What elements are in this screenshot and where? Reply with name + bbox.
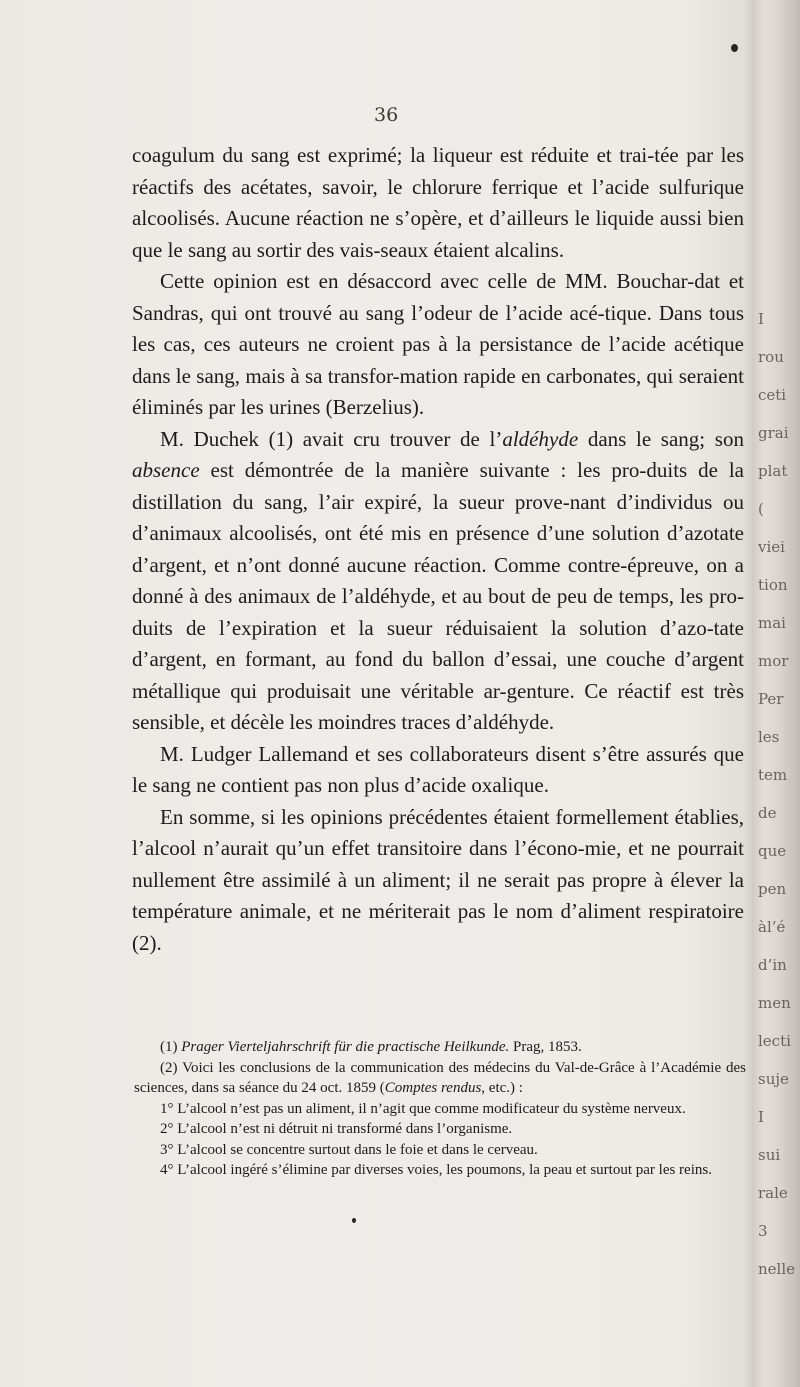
italic-text: Comptes rendus bbox=[384, 1080, 482, 1096]
text-run: dans le sang; son bbox=[578, 426, 744, 451]
footnote bbox=[134, 1140, 746, 1161]
text-run: Prag, 1853. bbox=[509, 1039, 582, 1055]
paragraph: En somme, si les opinions précédentes étaient formellement établies, l’alcool n’aurait qu’un effet transitoire dans l’écono-mie, et ne pourrait nullement être assimilé à un aliment; il ne serait pas propre à élever la température animale, et ne mériterait pas le nom d’aliment respiratoire (2). bbox=[132, 804, 744, 955]
paragraph: Cette opinion est en désaccord avec celle de MM. Bouchar-dat et Sandras, qui ont trouvé au sang l’odeur de l’acide acé-tique. Dans tous les cas, ces auteurs ne croient pas à la persistance de l’acide acétique dans le sang, mais à sa transfor-mation rapide en carbonates, qui seraient éliminés par les urines (Berzelius). bbox=[132, 269, 744, 419]
text-run: est démontrée de la manière suivante : les pro-duits de la distillation du sang, l’air expiré, la sueur prove-nant d’individus ou d’animaux alcoolisés, ont été mis en présence d’une solution d’azotate d’argent, et n’ont donné aucune réaction. Comme contre-épreuve, on a donné à des animaux de l’aldéhyde, et au bout de peu de temps, les pro-duits de l’expiration et la sueur réduisaient la solution d’azo-tate d’argent, en formant, au fond du ballon d’essai, une couche d’argent métallique qui produisait une véritable ar-genture. Ce réactif est très sensible, et décèle les moindres traces d’aldéhyde. bbox=[132, 458, 744, 734]
ink-spot bbox=[352, 1218, 356, 1223]
ink-spot bbox=[731, 44, 738, 52]
text-run: (2) Voici les conclusions de la communication des médecins du Val-de-Grâce à l’Académie des sciences, dans sa séance du 24 oct. 1859 ( bbox=[134, 1059, 746, 1096]
footnote bbox=[134, 1160, 746, 1181]
text-run: 1° L’alcool n’est pas un aliment, il n’agit que comme modificateur du système nerveux. bbox=[160, 1100, 686, 1117]
text-run: 3° L’alcool se concentre surtout dans le foie et dans le cerveau. bbox=[160, 1141, 538, 1158]
footnote bbox=[134, 1058, 746, 1099]
main-text bbox=[132, 140, 744, 959]
footnote bbox=[134, 1119, 746, 1140]
text-run: M. Duchek (1) avait cru trouver de l’ bbox=[160, 426, 503, 451]
page-number: 36 bbox=[374, 104, 399, 126]
italic-text: absence bbox=[132, 458, 200, 482]
italic-text: Prager Vierteljahrschrift für die practische Heilkunde. bbox=[181, 1039, 510, 1055]
footnote bbox=[134, 1037, 746, 1058]
paragraph: M. Ludger Lallemand et ses collaborateurs disent s’être assurés que le sang ne contient pas non plus d’acide oxalique. bbox=[132, 741, 744, 797]
text-run: 4° L’alcool ingéré s’élimine par diverses voies, les poumons, la peau et surtout par les reins. bbox=[160, 1162, 712, 1178]
paragraph bbox=[132, 424, 744, 739]
italic-text: aldéhyde bbox=[502, 426, 579, 451]
footnotes bbox=[134, 1037, 746, 1181]
paragraph: coagulum du sang est exprimé; la liqueur est réduite et trai-tée par les réactifs des acétates, savoir, le chlorure ferrique et l’acide sulfurique alcoolisés. Aucune réaction ne s’opère, et d’ailleurs le liquide aussi bien que le sang au sortir des vais-seaux étaient alcalins. bbox=[132, 143, 744, 262]
footnote bbox=[134, 1099, 746, 1120]
text-run: (1) bbox=[160, 1039, 182, 1055]
facing-page-bleed-text: I rou ceti grai plat ( viei tion mai mor Per les tem de que pen àl’é d’in men lecti suje I sui rale 3 nelle bbox=[758, 310, 796, 1278]
text-run: , etc.) : bbox=[481, 1080, 523, 1096]
text-run: 2° L’alcool n’est ni détruit ni transformé dans l’organisme. bbox=[160, 1121, 513, 1137]
